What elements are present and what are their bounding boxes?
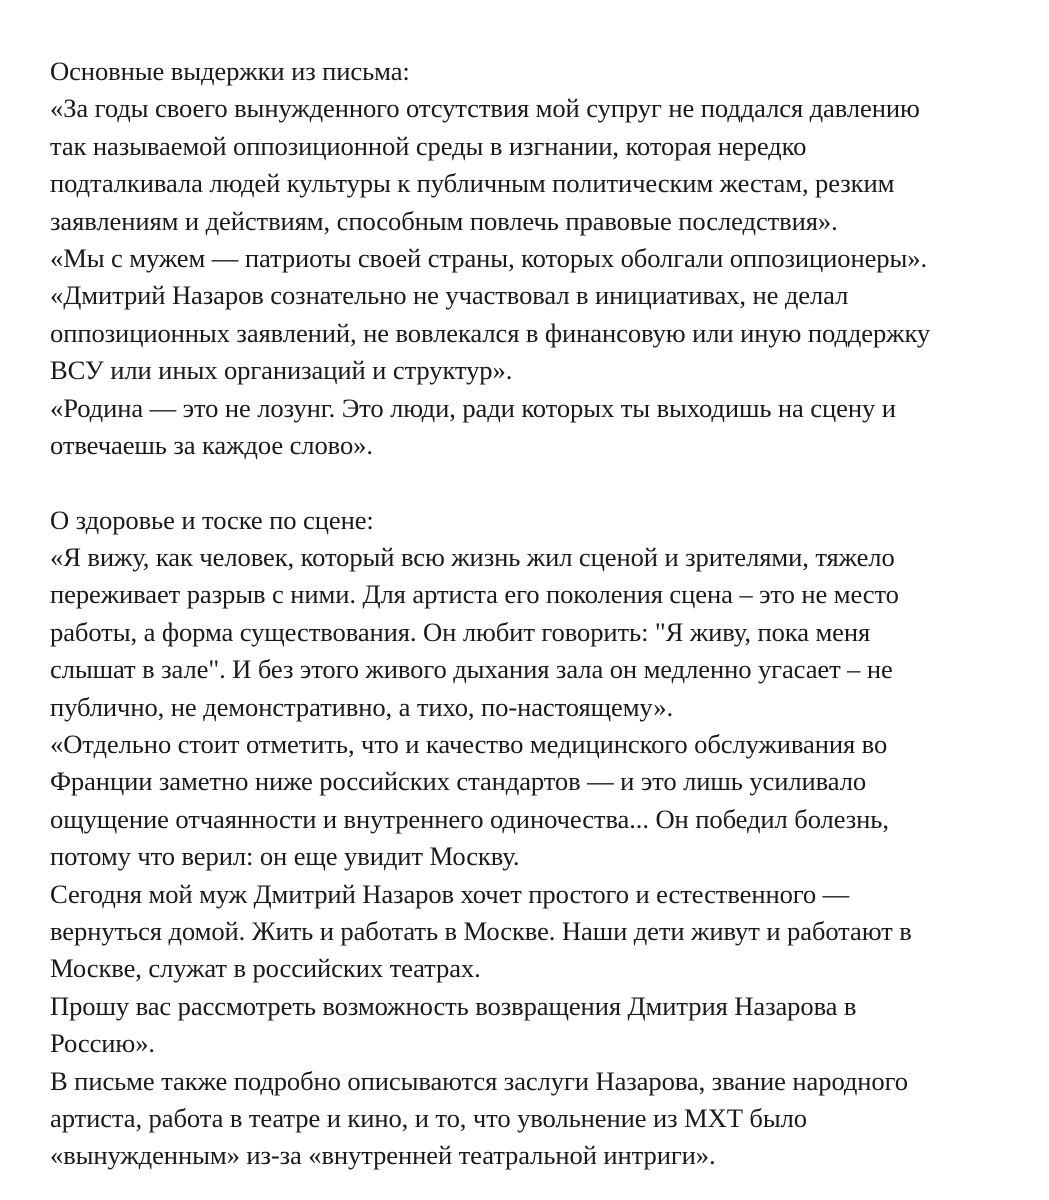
text-line: Сегодня мой муж Дмитрий Назаров хочет простого и естественного — [50, 878, 850, 909]
document-body [50, 53, 1040, 1175]
text-line: артиста, работа в театре и кино, и то, что увольнение из МХТ было [50, 1102, 807, 1133]
text-line: подталкивала людей культуры к публичным политическим жестам, резким [50, 168, 895, 199]
text-line: Прошу вас рассмотреть возможность возвращения Дмитрия Назарова в [50, 990, 857, 1021]
text-line: работы, а форма существования. Он любит говорить: "Я живу, пока меня [50, 616, 871, 647]
text-line: заявлениям и действиям, способным повлечь правовые последствия». [50, 205, 838, 236]
text-line: «За годы своего вынужденного отсутствия мой супруг не поддался давлению [50, 93, 920, 124]
text-line: «вынужденным» из-за «внутренней театральной интриги». [50, 1140, 716, 1171]
section-health [50, 502, 1040, 1175]
text-line: отвечаешь за каждое слово». [50, 429, 373, 460]
text-line: Франции заметно ниже российских стандартов — и это лишь усиливало [50, 766, 867, 797]
text-line: «Отдельно стоит отметить, что и качество медицинского обслуживания во [50, 729, 888, 760]
text-line: слышат в зале". И без этого живого дыхания зала он медленно угасает – не [50, 654, 893, 685]
text-line: Москве, служат в российских театрах. [50, 953, 481, 984]
text-line: потому что верил: он еще увидит Москву. [50, 841, 520, 872]
paragraph-gap [50, 464, 1040, 501]
text-line: ощущение отчаянности и внутреннего одиночества... Он победил болезнь, [50, 803, 889, 834]
text-line: публично, не демонстративно, а тихо, по-настоящему». [50, 691, 674, 722]
text-line: «Мы с мужем — патриоты своей страны, которых оболгали оппозиционеры». [50, 242, 928, 273]
section-heading: Основные выдержки из письма: [50, 56, 410, 86]
section-letter-excerpts [50, 53, 1040, 464]
text-line: так называемой оппозиционной среды в изгнании, которая нередко [50, 130, 807, 161]
text-line: оппозиционных заявлений, не вовлекался в финансовую или иную поддержку [50, 317, 931, 348]
text-line: «Я вижу, как человек, который всю жизнь жил сценой и зрителями, тяжело [50, 542, 895, 573]
text-line: В письме также подробно описываются заслуги Назарова, звание народного [50, 1065, 908, 1096]
text-line: «Дмитрий Назаров сознательно не участвовал в инициативах, не делал [50, 280, 849, 311]
text-line: «Родина — это не лозунг. Это люди, ради которых ты выходишь на сцену и [50, 392, 896, 423]
text-line: вернуться домой. Жить и работать в Москве. Наши дети живут и работают в [50, 915, 912, 946]
text-line: Россию». [50, 1028, 155, 1059]
text-line: ВСУ или иных организаций и структур». [50, 355, 513, 386]
text-line: переживает разрыв с ними. Для артиста его поколения сцена – это не место [50, 579, 899, 610]
section-heading: О здоровье и тоске по сцене: [50, 504, 374, 535]
